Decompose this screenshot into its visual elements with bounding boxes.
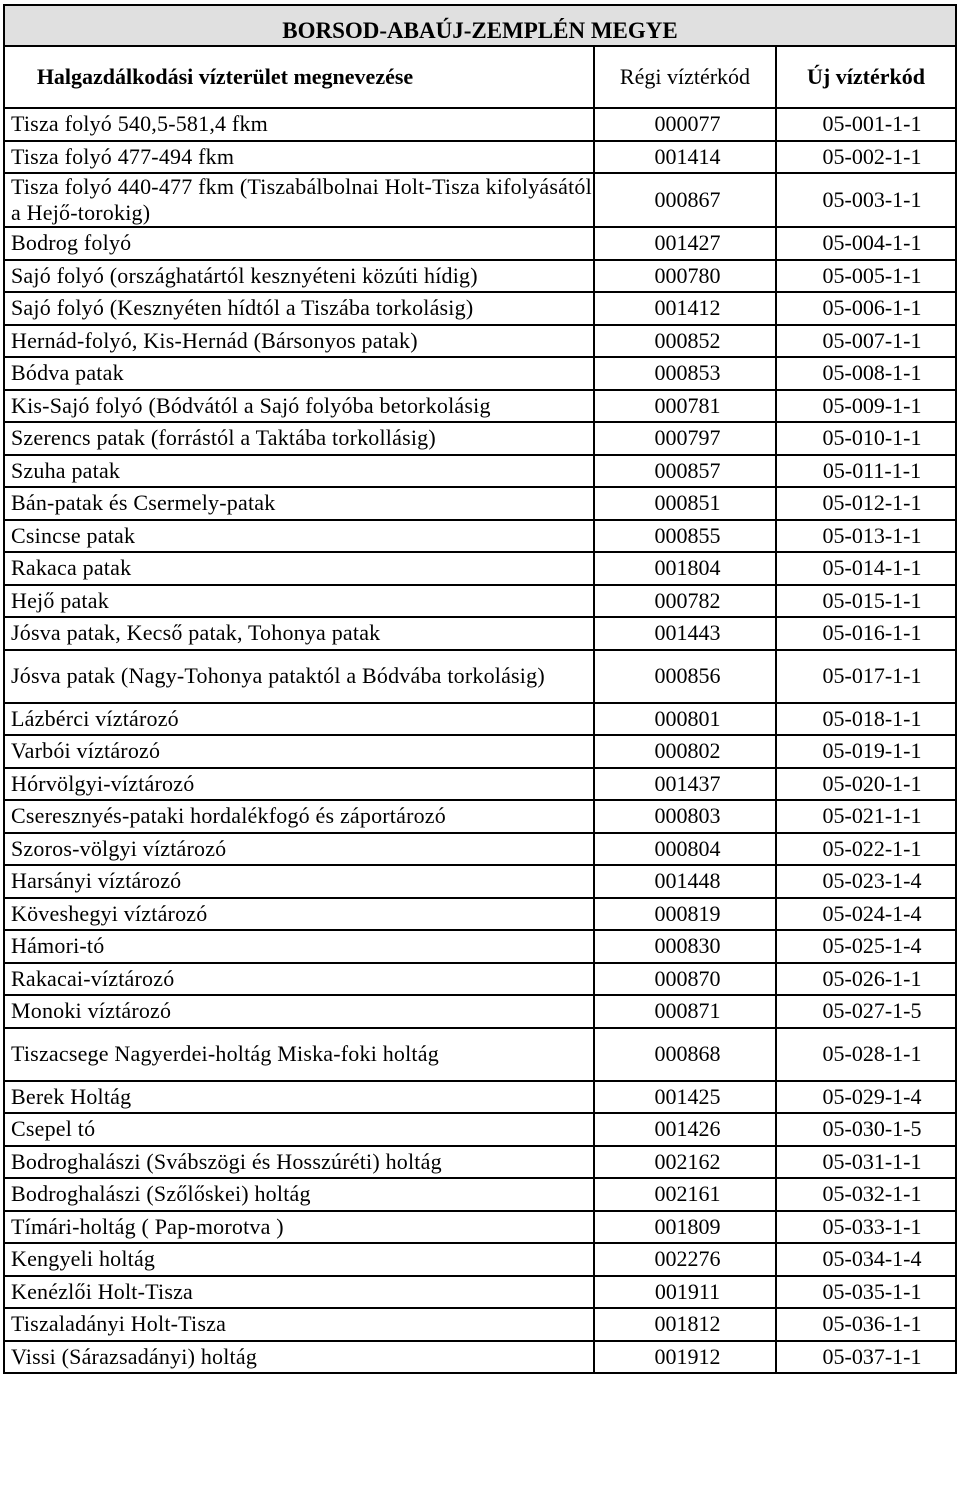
row-old-code: 001809: [594, 1211, 776, 1244]
table-row: [4, 930, 956, 963]
row-new-code: 05-022-1-1: [776, 833, 956, 866]
row-new-code: 05-037-1-1: [776, 1341, 956, 1374]
row-name: Varbói víztározó: [4, 735, 594, 768]
row-old-code: 000797: [594, 422, 776, 455]
row-old-code: 002161: [594, 1178, 776, 1211]
row-name: Sajó folyó (Kesznyéten hídtól a Tiszába torkolásig): [4, 292, 594, 325]
row-old-code: 001427: [594, 227, 776, 260]
row-name: Szoros-völgyi víztározó: [4, 833, 594, 866]
row-new-code: 05-016-1-1: [776, 617, 956, 650]
header-row: [4, 46, 956, 108]
water-code-table: [3, 4, 957, 1374]
row-old-code: 001425: [594, 1081, 776, 1114]
row-new-code: 05-007-1-1: [776, 325, 956, 358]
row-name: Csincse patak: [4, 520, 594, 553]
row-name: Kis-Sajó folyó (Bódvától a Sajó folyóba betorkolásig: [4, 390, 594, 423]
row-new-code: 05-011-1-1: [776, 455, 956, 488]
row-new-code: 05-004-1-1: [776, 227, 956, 260]
row-name: Berek Holtág: [4, 1081, 594, 1114]
table-row: [4, 650, 956, 703]
row-old-code: 000857: [594, 455, 776, 488]
row-name: Monoki víztározó: [4, 995, 594, 1028]
row-old-code: 001414: [594, 141, 776, 174]
row-old-code: 001804: [594, 552, 776, 585]
row-new-code: 05-018-1-1: [776, 703, 956, 736]
row-old-code: 000781: [594, 390, 776, 423]
row-new-code: 05-031-1-1: [776, 1146, 956, 1179]
table-row: [4, 260, 956, 293]
table-row: [4, 735, 956, 768]
header-name-label: Halgazdálkodási vízterület megnevezése: [36, 64, 414, 89]
row-new-code: 05-001-1-1: [776, 108, 956, 141]
table-row: [4, 108, 956, 141]
row-new-code: 05-030-1-5: [776, 1113, 956, 1146]
row-old-code: 000853: [594, 357, 776, 390]
row-old-code: 000855: [594, 520, 776, 553]
row-name: Bodroghalászi (Szőlőskei) holtág: [4, 1178, 594, 1211]
row-name: Bódva patak: [4, 357, 594, 390]
row-old-code: 000819: [594, 898, 776, 931]
row-new-code: 05-010-1-1: [776, 422, 956, 455]
row-name: Bodrog folyó: [4, 227, 594, 260]
table-row: [4, 141, 956, 174]
header-new-code: Új víztérkód: [776, 46, 956, 108]
table-row: [4, 865, 956, 898]
table-row: [4, 520, 956, 553]
row-name: Tisza folyó 477-494 fkm: [4, 141, 594, 174]
row-new-code: 05-020-1-1: [776, 768, 956, 801]
table-row: [4, 617, 956, 650]
row-old-code: 001448: [594, 865, 776, 898]
row-name: Hámori-tó: [4, 930, 594, 963]
row-old-code: 000870: [594, 963, 776, 996]
table-row: [4, 800, 956, 833]
table-row: [4, 1113, 956, 1146]
row-name: Kengyeli holtág: [4, 1243, 594, 1276]
row-new-code: 05-019-1-1: [776, 735, 956, 768]
row-old-code: 001426: [594, 1113, 776, 1146]
row-new-code: 05-024-1-4: [776, 898, 956, 931]
row-old-code: 000871: [594, 995, 776, 1028]
header-old-code: Régi víztérkód: [594, 46, 776, 108]
row-old-code: 000780: [594, 260, 776, 293]
table-row: [4, 1276, 956, 1309]
row-new-code: 05-013-1-1: [776, 520, 956, 553]
row-new-code: 05-003-1-1: [776, 173, 956, 227]
table-row: [4, 1211, 956, 1244]
row-old-code: 001912: [594, 1341, 776, 1374]
table-row: [4, 703, 956, 736]
row-new-code: 05-021-1-1: [776, 800, 956, 833]
row-old-code: 002276: [594, 1243, 776, 1276]
table-row: [4, 1243, 956, 1276]
row-old-code: 001911: [594, 1276, 776, 1309]
row-name: Köveshegyi víztározó: [4, 898, 594, 931]
row-old-code: 000830: [594, 930, 776, 963]
row-old-code: 000856: [594, 650, 776, 703]
row-name: Hejő patak: [4, 585, 594, 618]
row-new-code: 05-033-1-1: [776, 1211, 956, 1244]
table-body: [4, 108, 956, 1373]
row-name: Szuha patak: [4, 455, 594, 488]
row-old-code: 001812: [594, 1308, 776, 1341]
table-row: [4, 1081, 956, 1114]
row-name: Tiszaladányi Holt-Tisza: [4, 1308, 594, 1341]
table-row: [4, 390, 956, 423]
row-name: Tisza folyó 540,5-581,4 fkm: [4, 108, 594, 141]
row-name: Rakacai-víztározó: [4, 963, 594, 996]
row-old-code: 000782: [594, 585, 776, 618]
table-row: [4, 1146, 956, 1179]
row-new-code: 05-025-1-4: [776, 930, 956, 963]
table-row: [4, 552, 956, 585]
row-new-code: 05-017-1-1: [776, 650, 956, 703]
table-row: [4, 357, 956, 390]
row-new-code: 05-035-1-1: [776, 1276, 956, 1309]
row-name: Hernád-folyó, Kis-Hernád (Bársonyos patak): [4, 325, 594, 358]
table-row: [4, 487, 956, 520]
row-old-code: 000077: [594, 108, 776, 141]
row-name: Jósva patak, Kecső patak, Tohonya patak: [4, 617, 594, 650]
row-new-code: 05-027-1-5: [776, 995, 956, 1028]
row-name: Kenézlői Holt-Tisza: [4, 1276, 594, 1309]
row-old-code: 000801: [594, 703, 776, 736]
row-new-code: 05-005-1-1: [776, 260, 956, 293]
table-row: [4, 422, 956, 455]
header-name: [4, 46, 594, 108]
row-old-code: 000868: [594, 1028, 776, 1081]
row-old-code: 001412: [594, 292, 776, 325]
table-row: [4, 898, 956, 931]
row-name: Bodroghalászi (Svábszögi és Hosszúréti) holtág: [4, 1146, 594, 1179]
water-code-table-sheet: [3, 4, 955, 1374]
table-row: [4, 1341, 956, 1374]
table-row: [4, 585, 956, 618]
table-row: [4, 325, 956, 358]
row-new-code: 05-009-1-1: [776, 390, 956, 423]
table-row: [4, 173, 956, 227]
row-new-code: 05-002-1-1: [776, 141, 956, 174]
row-new-code: 05-032-1-1: [776, 1178, 956, 1211]
table-row: [4, 1308, 956, 1341]
table-row: [4, 1028, 956, 1081]
row-new-code: 05-023-1-4: [776, 865, 956, 898]
row-name: Jósva patak (Nagy-Tohonya pataktól a Bódvába torkolásig): [4, 650, 594, 703]
row-new-code: 05-012-1-1: [776, 487, 956, 520]
row-new-code: 05-026-1-1: [776, 963, 956, 996]
row-name: Szerencs patak (forrástól a Taktába torkollásig): [4, 422, 594, 455]
row-name: Tímári-holtág ( Pap-morotva ): [4, 1211, 594, 1244]
row-name: Harsányi víztározó: [4, 865, 594, 898]
row-name: Tisza folyó 440-477 fkm (Tiszabálbolnai Holt-Tisza kifolyásától a Hejő-torokig): [4, 173, 594, 227]
row-name: Lázbérci víztározó: [4, 703, 594, 736]
row-new-code: 05-029-1-4: [776, 1081, 956, 1114]
row-name: Bán-patak és Csermely-patak: [4, 487, 594, 520]
row-name: Rakaca patak: [4, 552, 594, 585]
row-old-code: 000802: [594, 735, 776, 768]
row-old-code: 001443: [594, 617, 776, 650]
row-new-code: 05-015-1-1: [776, 585, 956, 618]
row-name: Cseresznyés-pataki hordalékfogó és záportározó: [4, 800, 594, 833]
row-old-code: 000803: [594, 800, 776, 833]
table-row: [4, 995, 956, 1028]
table-row: [4, 455, 956, 488]
table-row: [4, 292, 956, 325]
table-row: [4, 227, 956, 260]
row-old-code: 000867: [594, 173, 776, 227]
row-old-code: 001437: [594, 768, 776, 801]
row-new-code: 05-028-1-1: [776, 1028, 956, 1081]
row-name: Sajó folyó (országhatártól kesznyéteni közúti hídig): [4, 260, 594, 293]
row-old-code: 000851: [594, 487, 776, 520]
table-row: [4, 833, 956, 866]
row-new-code: 05-006-1-1: [776, 292, 956, 325]
row-new-code: 05-036-1-1: [776, 1308, 956, 1341]
row-old-code: 000852: [594, 325, 776, 358]
table-row: [4, 768, 956, 801]
title-row: [4, 5, 956, 46]
table-row: [4, 963, 956, 996]
row-name: Vissi (Sárazsadányi) holtág: [4, 1341, 594, 1374]
county-title: BORSOD-ABAÚJ-ZEMPLÉN MEGYE: [4, 5, 956, 46]
row-old-code: 002162: [594, 1146, 776, 1179]
row-new-code: 05-014-1-1: [776, 552, 956, 585]
row-name: Hórvölgyi-víztározó: [4, 768, 594, 801]
row-old-code: 000804: [594, 833, 776, 866]
row-name: Tiszacsege Nagyerdei-holtág Miska-foki holtág: [4, 1028, 594, 1081]
row-new-code: 05-008-1-1: [776, 357, 956, 390]
table-row: [4, 1178, 956, 1211]
row-name: Csepel tó: [4, 1113, 594, 1146]
row-new-code: 05-034-1-4: [776, 1243, 956, 1276]
